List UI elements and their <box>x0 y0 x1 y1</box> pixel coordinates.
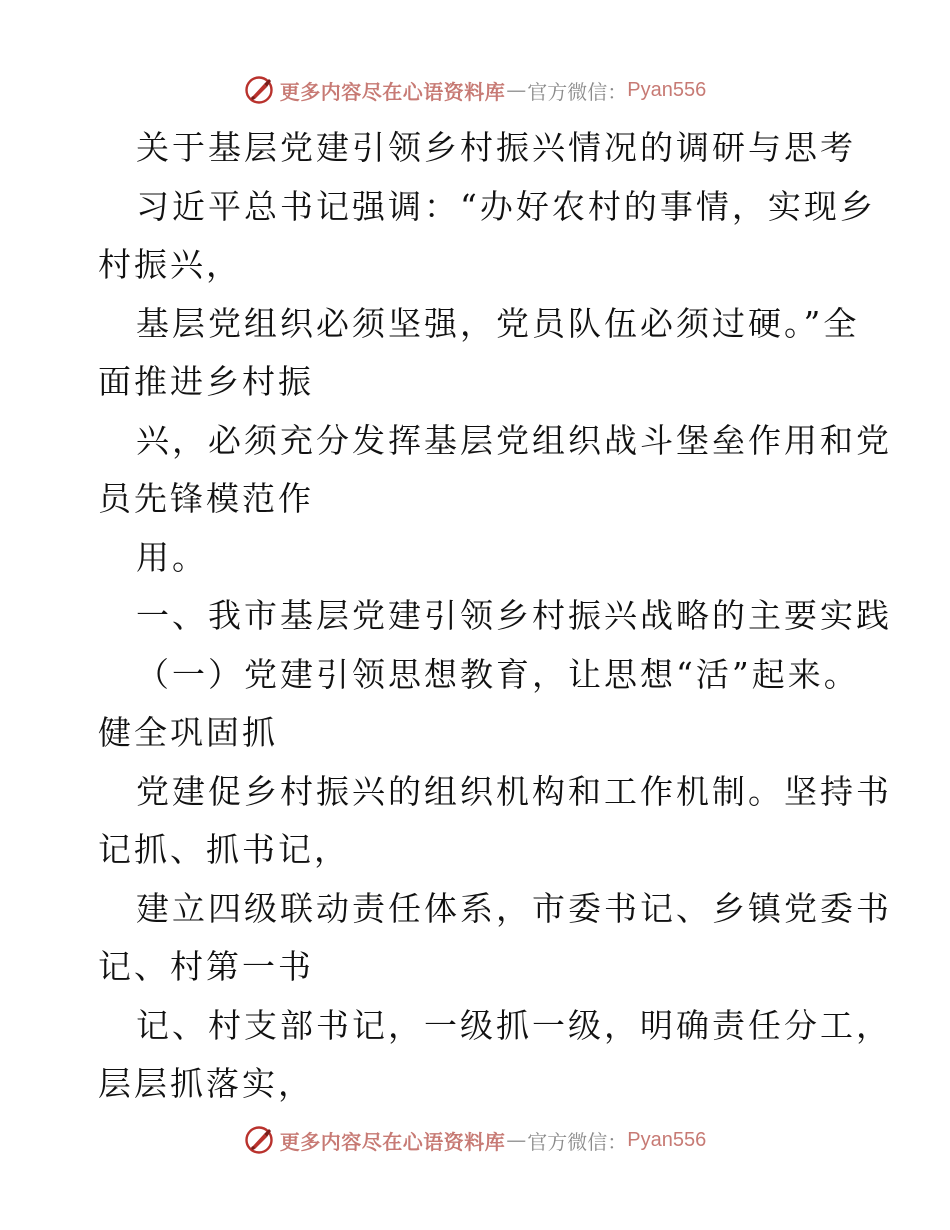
paragraph-line: 一、我市基层党建引领乡村振兴战略的主要实践 <box>136 596 892 635</box>
paragraph-line: 建立四级联动责任体系，市委书记、乡镇党委书 <box>136 888 892 928</box>
paragraph-line: 关于基层党建引领乡村振兴情况的调研与思考 <box>136 128 856 167</box>
watermark-dash: — <box>506 78 527 102</box>
paragraph <box>98 412 892 529</box>
paragraph-line: 村振兴， <box>98 245 242 284</box>
watermark-official-label: 官方微信： <box>527 1129 628 1154</box>
watermark-dash: — <box>506 1128 527 1152</box>
watermark-wechat-id: Pyan556 <box>627 78 707 101</box>
paragraph <box>98 763 892 880</box>
document-body <box>98 119 892 1114</box>
paragraph-line: （一）党建引领思想教育，让思想“活”起来。 <box>136 654 860 694</box>
paragraph <box>98 178 876 295</box>
paragraph-line: 兴，必须充分发挥基层党组织战斗堡垒作用和党 <box>136 420 892 460</box>
paragraph <box>98 880 892 997</box>
watermark-library-text: 更多内容尽在心语资料库 <box>279 1129 506 1154</box>
paragraph-line: 记、村第一书 <box>98 947 314 986</box>
paragraph-line: 党建促乡村振兴的组织机构和工作机制。坚持书 <box>136 771 892 811</box>
watermark-official-label: 官方微信： <box>527 79 628 104</box>
paragraph-line: 面推进乡村振 <box>98 362 314 401</box>
paragraph-line: 记、村支部书记，一级抓一级，明确责任分工， <box>136 1005 892 1045</box>
paragraph-line: 健全巩固抓 <box>98 713 278 752</box>
paragraph <box>98 997 892 1114</box>
paragraph-line: 记抓、抓书记， <box>98 830 350 869</box>
paragraph <box>98 529 858 588</box>
paragraph-line: 用。 <box>136 537 208 577</box>
document-title <box>98 119 858 178</box>
watermark-wechat-id: Pyan556 <box>627 1128 707 1151</box>
watermark-footer <box>0 1120 950 1160</box>
section-heading <box>98 587 892 646</box>
quill-logo-icon <box>244 75 274 105</box>
paragraph-line: 基层党组织必须坚强，党员队伍必须过硬。”全 <box>136 303 860 343</box>
quill-logo-icon <box>244 1125 274 1155</box>
paragraph <box>98 295 858 412</box>
watermark-header <box>0 70 950 110</box>
paragraph-line: 员先锋模范作 <box>98 479 314 518</box>
paragraph-line: 习近平总书记强调：“办好农村的事情，实现乡 <box>136 186 876 226</box>
paragraph-line: 层层抓落实， <box>98 1064 314 1103</box>
subsection-paragraph <box>98 646 858 763</box>
watermark-library-text: 更多内容尽在心语资料库 <box>279 79 506 104</box>
